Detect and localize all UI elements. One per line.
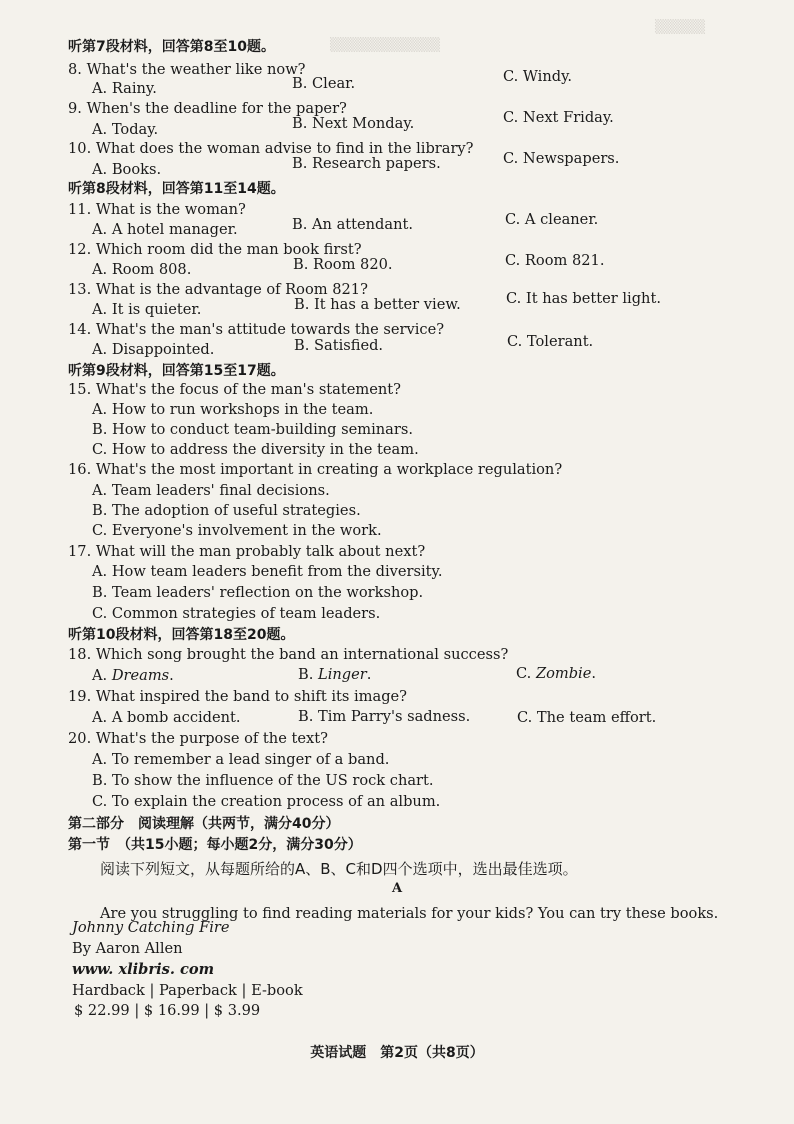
question-14-option-b: B. Satisfied. (294, 337, 384, 354)
question-19-stem: 19. What inspired the band to shift its image? (68, 688, 407, 705)
question-12-stem: 12. Which room did the man book first? (68, 241, 362, 258)
question-10-option-c: C. Newspapers. (503, 150, 620, 167)
question-16-stem: 16. What's the most important in creating a workplace regulation? (68, 461, 563, 478)
question-15-option-b: B. How to conduct team-building seminars. (92, 421, 413, 438)
question-16-option-c: C. Everyone's involvement in the work. (92, 522, 382, 539)
question-13-option-c: C. It has better light. (506, 290, 661, 307)
question-11-option-b: B. An attendant. (292, 216, 413, 233)
question-12-option-c: C. Room 821. (505, 252, 605, 269)
reading-instruction: 阅读下列短文，从每题所给的A、B、C和D四个选项中，选出最佳选项。 (100, 860, 578, 878)
book-website: www. xlibris. com (72, 961, 215, 978)
question-11-stem: 11. What is the woman? (68, 201, 246, 218)
question-14-option-c: C. Tolerant. (507, 333, 594, 350)
passage-intro: Are you struggling to find reading materials for your kids? You can try these books. (100, 905, 719, 922)
book-formats: Hardback | Paperback | E-book (72, 982, 303, 999)
question-17-option-a: A. How team leaders benefit from the diversity. (92, 563, 443, 580)
question-10-option-b: B. Research papers. (292, 155, 441, 172)
question-12-option-b: B. Room 820. (293, 256, 393, 273)
question-19-option-a: A. A bomb accident. (92, 709, 241, 726)
book-prices: $ 22.99 | $ 16.99 | $ 3.99 (74, 1002, 261, 1019)
question-20-stem: 20. What's the purpose of the text? (68, 730, 328, 747)
question-13-option-a: A. It is quieter. (92, 301, 202, 318)
question-20-option-b: B. To show the influence of the US rock chart. (92, 772, 434, 789)
question-10-option-a: A. Books. (92, 161, 162, 178)
question-16-option-a: A. Team leaders' final decisions. (92, 482, 330, 499)
question-15-option-c: C. How to address the diversity in the team. (92, 441, 419, 458)
book-title: Johnny Catching Fire (72, 919, 230, 936)
section-heading-7: 听第7段材料，回答第8至10题。 (68, 39, 275, 55)
question-19-option-c: C. The team effort. (517, 709, 657, 726)
section-heading-10: 听第10段材料，回答第18至20题。 (68, 627, 295, 643)
question-8-option-b: B. Clear. (292, 75, 356, 92)
page-footer: 英语试题 第2页（共8页） (310, 1045, 484, 1061)
question-16-option-b: B. The adoption of useful strategies. (92, 502, 361, 519)
book-author: By Aaron Allen (72, 940, 183, 957)
question-18-option-b: B. Linger. (298, 666, 372, 683)
section-heading-9: 听第9段材料，回答第15至17题。 (68, 363, 285, 379)
part2-heading: 第二部分 阅读理解（共两节，满分40分） (68, 816, 340, 832)
question-9-option-b: B. Next Monday. (292, 115, 415, 132)
question-9-stem: 9. When's the deadline for the paper? (68, 100, 347, 117)
question-8-option-c: C. Windy. (503, 68, 573, 85)
question-18-option-a: A. Dreams. (92, 667, 174, 684)
question-19-option-b: B. Tim Parry's sadness. (298, 708, 471, 725)
question-9-option-a: A. Today. (92, 121, 159, 138)
question-17-option-b: B. Team leaders' reflection on the workshop. (92, 584, 424, 601)
question-12-option-a: A. Room 808. (92, 261, 192, 278)
passage-label: A (391, 881, 403, 896)
question-13-option-b: B. It has a better view. (294, 296, 461, 313)
question-8-stem: 8. What's the weather like now? (68, 61, 306, 78)
question-14-option-a: A. Disappointed. (92, 341, 215, 358)
question-17-option-c: C. Common strategies of team leaders. (92, 605, 381, 622)
question-18-option-c: C. Zombie. (516, 665, 596, 682)
part2-section1-heading: 第一节 （共15小题；每小题2分，满分30分） (68, 837, 362, 853)
bleed-through-mark: ▒▒▒▒▒▒▒▒▒▒▒ (330, 38, 440, 53)
question-15-stem: 15. What's the focus of the man's statement? (68, 381, 401, 398)
question-11-option-c: C. A cleaner. (505, 211, 599, 228)
question-8-option-a: A. Rainy. (92, 80, 157, 97)
question-17-stem: 17. What will the man probably talk about next? (68, 543, 426, 560)
bleed-through-mark: ▒▒▒▒▒ (655, 20, 705, 35)
question-20-option-c: C. To explain the creation process of an album. (92, 793, 441, 810)
question-14-stem: 14. What's the man's attitude towards the service? (68, 321, 445, 338)
question-13-stem: 13. What is the advantage of Room 821? (68, 281, 368, 298)
question-20-option-a: A. To remember a lead singer of a band. (92, 751, 390, 768)
question-15-option-a: A. How to run workshops in the team. (92, 401, 374, 418)
question-11-option-a: A. A hotel manager. (92, 221, 238, 238)
question-9-option-c: C. Next Friday. (503, 109, 614, 126)
question-18-stem: 18. Which song brought the band an international success? (68, 646, 509, 663)
question-10-stem: 10. What does the woman advise to find in the library? (68, 140, 474, 157)
section-heading-8: 听第8段材料，回答第11至14题。 (68, 181, 285, 197)
